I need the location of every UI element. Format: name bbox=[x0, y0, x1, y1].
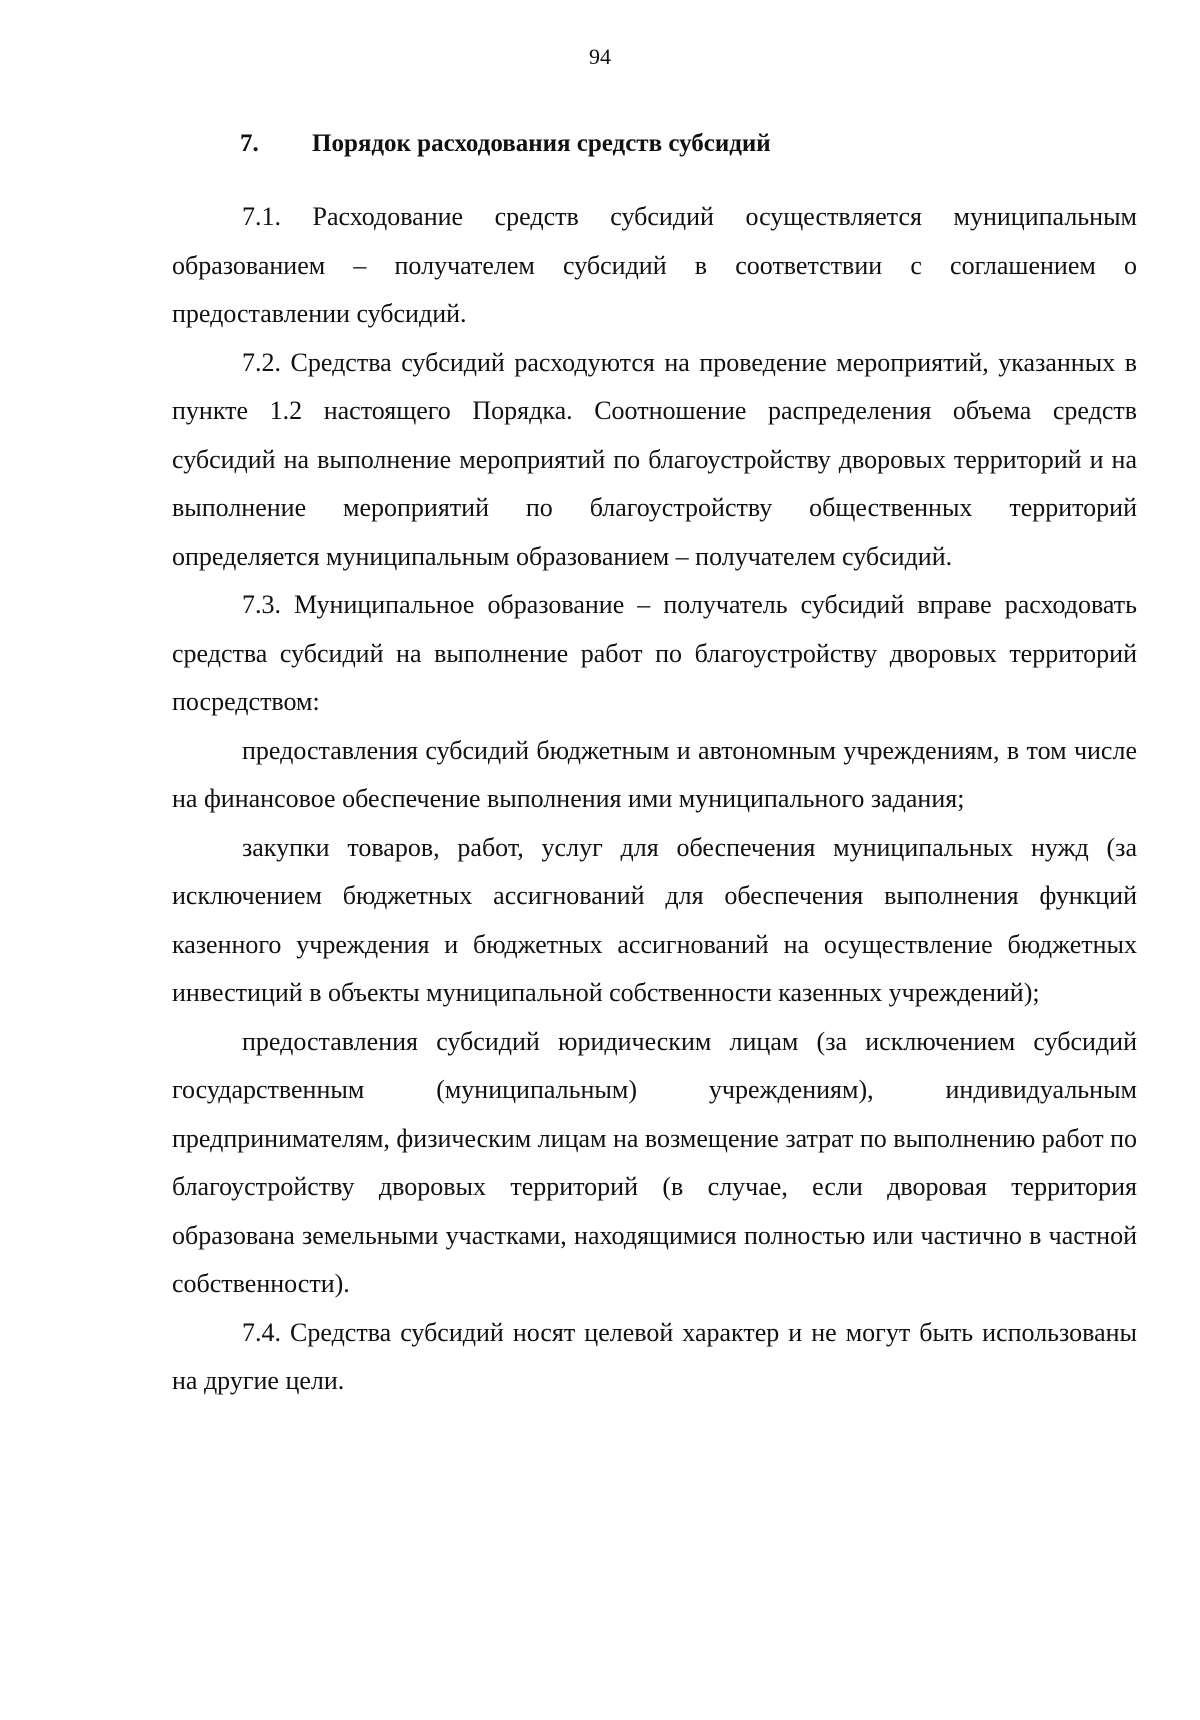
section-heading bbox=[240, 130, 771, 158]
list-item-subsidies-institutions: предоставления субсидий бюджетным и автономным учреждениям, в том числе на финансовое обеспечение выполнения ими муниципального задания; bbox=[172, 735, 1137, 813]
section-title: Порядок расходования средств субсидий bbox=[312, 130, 771, 157]
document-body bbox=[172, 193, 1137, 1406]
paragraph-7-3: 7.3. Муниципальное образование – получатель субсидий вправе расходовать средства субсидий на выполнение работ по благоустройству дворовых территорий посредством: bbox=[172, 590, 1137, 716]
list-item-procurement: закупки товаров, работ, услуг для обеспечения муниципальных нужд (за исключением бюджетных ассигнований для обеспечения выполнения функций казенного учреждения и бюджетных ассигнований на осуществление бюджетных инвестиций в объекты муниципальной собственности казенных учреждений); bbox=[172, 832, 1137, 1007]
page-number: 94 bbox=[589, 44, 611, 69]
paragraph-7-2: 7.2. Средства субсидий расходуются на проведение мероприятий, указанных в пункте 1.2 настоящего Порядка. Соотношение распределения объема средств субсидий на выполнение мероприятий по благоустройству дворовых территорий и на выполнение мероприятий по благоустройству общественных территорий определяется муниципальным образованием – получателем субсидий. bbox=[172, 347, 1137, 571]
section-number: 7. bbox=[240, 130, 259, 157]
paragraph-7-4: 7.4. Средства субсидий носят целевой характер и не могут быть использованы на другие цели. bbox=[172, 1317, 1137, 1395]
paragraph-7-1: 7.1. Расходование средств субсидий осуществляется муниципальным образованием – получателем субсидий в соответствии с соглашением о предоставлении субсидий. bbox=[172, 202, 1137, 328]
list-item-subsidies-legal-entities: предоставления субсидий юридическим лицам (за исключением субсидий государственным (муниципальным) учреждениям), индивидуальным предпринимателям, физическим лицам на возмещение затрат по выполнению работ по благоустройству дворовых территорий (в случае, если дворовая территория образована земельными участками, находящимися полностью или частично в частной собственности). bbox=[172, 1026, 1138, 1298]
